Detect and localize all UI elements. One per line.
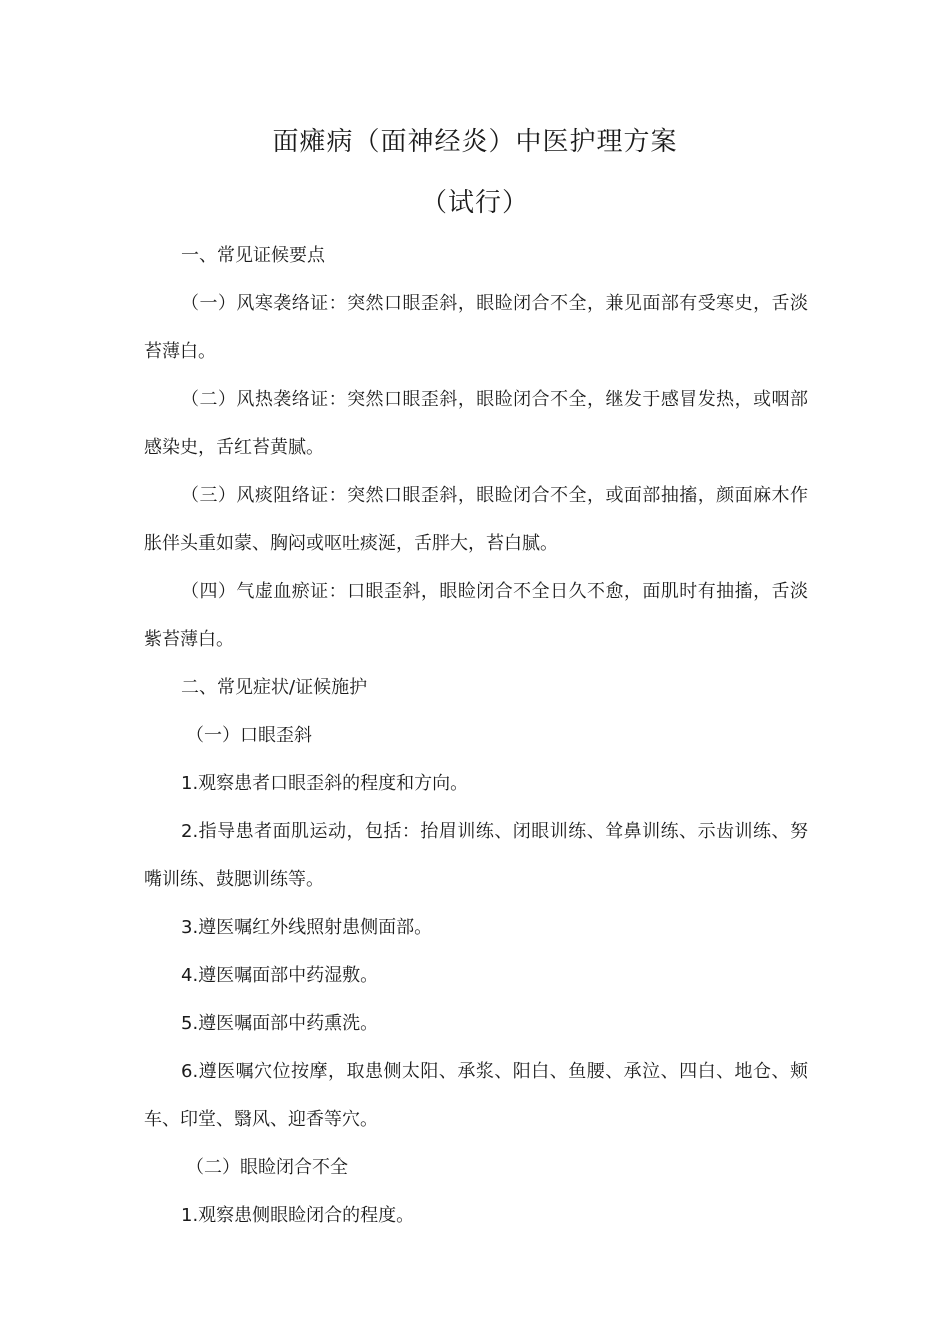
- document-title: 面瘫病（面神经炎）中医护理方案: [272, 127, 678, 157]
- document-subtitle: （试行）: [420, 188, 529, 218]
- list-item: 2.指导患者面肌运动，包括：抬眉训练、闭眼训练、耸鼻训练、示齿训练、努嘴训练、鼓腮训练等。: [144, 821, 808, 890]
- subsection-heading: （一）口眼歪斜: [186, 725, 312, 746]
- paragraph: （四）气虚血瘀证：口眼歪斜，眼睑闭合不全日久不愈，面肌时有抽搐，舌淡紫苔薄白。: [144, 581, 808, 650]
- list-item: 3.遵医嘱红外线照射患侧面部。: [181, 917, 433, 938]
- list-item: 1.观察患者口眼歪斜的程度和方向。: [181, 773, 469, 794]
- document-body: [144, 232, 808, 1240]
- section-heading: 二、常见症状/证候施护: [181, 677, 368, 698]
- subsection-heading: （二）眼睑闭合不全: [186, 1157, 348, 1178]
- paragraph: （三）风痰阻络证：突然口眼歪斜，眼睑闭合不全，或面部抽搐，颜面麻木作胀伴头重如蒙、胸闷或呕吐痰涎，舌胖大，苔白腻。: [144, 485, 808, 554]
- list-item: 1.观察患侧眼睑闭合的程度。: [181, 1205, 415, 1226]
- list-item: 4.遵医嘱面部中药湿敷。: [181, 965, 379, 986]
- list-item: 5.遵医嘱面部中药熏洗。: [181, 1013, 379, 1034]
- section-heading: 一、常见证候要点: [181, 245, 325, 266]
- paragraph: （二）风热袭络证：突然口眼歪斜，眼睑闭合不全，继发于感冒发热，或咽部感染史，舌红苔黄腻。: [144, 389, 808, 458]
- paragraph: （一）风寒袭络证：突然口眼歪斜，眼睑闭合不全，兼见面部有受寒史，舌淡苔薄白。: [144, 293, 808, 362]
- list-item: 6.遵医嘱穴位按摩，取患侧太阳、承浆、阳白、鱼腰、承泣、四白、地仓、颊车、印堂、翳风、迎香等穴。: [144, 1061, 808, 1130]
